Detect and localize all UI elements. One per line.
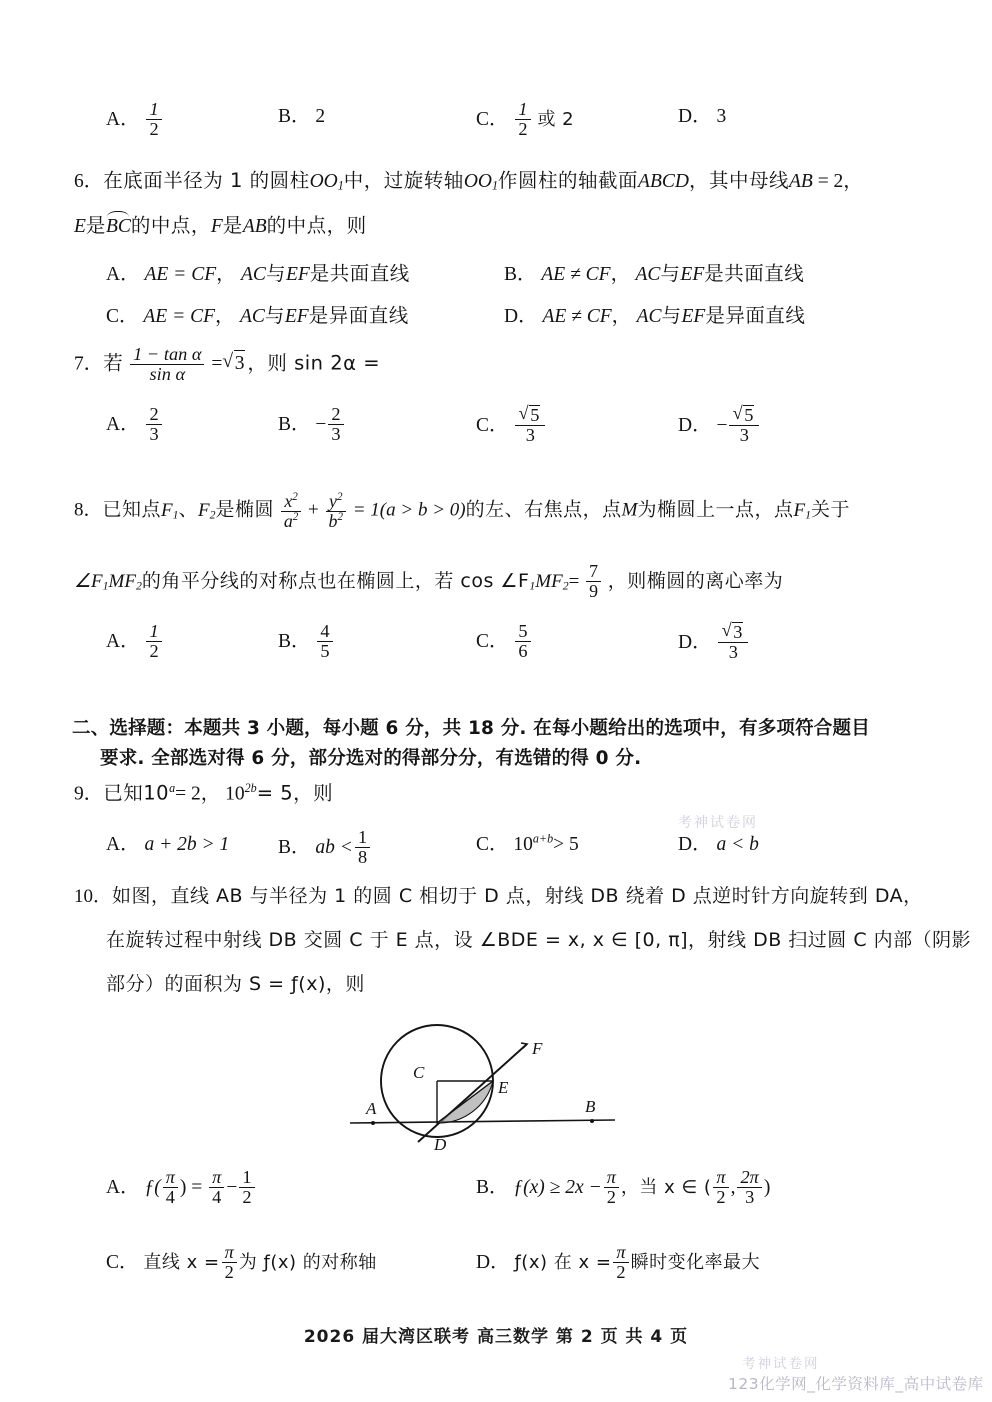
point-A-marker bbox=[371, 1121, 375, 1125]
q6-text-7: 是 bbox=[222, 214, 243, 237]
watermark-logo-bottom bbox=[742, 1352, 820, 1372]
q6-option-d-label: D． bbox=[504, 306, 538, 327]
q10-option-b-f3-denominator: 3 bbox=[737, 1187, 761, 1207]
section-2-heading-line1 bbox=[72, 715, 932, 744]
q6-symbol-AB: AB bbox=[788, 171, 813, 192]
q6-text-8: 的中点，则 bbox=[266, 214, 367, 237]
q8-option-d-denominator: 3 bbox=[718, 642, 748, 662]
q8-cos-denominator: 9 bbox=[586, 581, 601, 601]
q8-text-7: ，则椭圆的离心率为 bbox=[607, 569, 784, 592]
q10-option-b-mid: ，当 x ∈ ( bbox=[620, 1177, 712, 1199]
q6-option-d[interactable] bbox=[504, 300, 805, 328]
q9-option-c[interactable] bbox=[476, 828, 579, 856]
q9-text-1: 已知10 bbox=[103, 781, 170, 805]
q8-cos-numerator: 7 bbox=[589, 561, 598, 581]
q6-option-c-comma: ， bbox=[215, 304, 236, 327]
q10-option-b-f1-denominator: 2 bbox=[604, 1187, 619, 1207]
q10-option-a-arg-fraction bbox=[163, 1168, 178, 1207]
q5-option-c-denominator: 2 bbox=[515, 119, 530, 139]
q9-option-b-numerator: 1 bbox=[357, 827, 368, 847]
q8-option-d-label: D． bbox=[678, 632, 712, 654]
q9-option-b-denominator: 8 bbox=[355, 847, 370, 867]
q6-option-a[interactable] bbox=[106, 258, 410, 286]
q8-option-b[interactable] bbox=[278, 622, 335, 661]
q6-option-d-tail: 是异面直线 bbox=[705, 304, 806, 327]
q10-stem-line3 bbox=[106, 972, 365, 998]
q6-option-b-label: B． bbox=[504, 264, 537, 285]
q5-option-d-value: 3 bbox=[716, 106, 727, 127]
q8-text-1: 已知点 bbox=[102, 498, 162, 521]
figure-label-D: D bbox=[434, 1135, 447, 1154]
q7-fraction bbox=[130, 345, 204, 384]
q6-symbol-OO1-b: $OO_1$ bbox=[463, 171, 499, 193]
q9-option-a-label: A． bbox=[106, 834, 140, 855]
q6-text-3: 作圆柱的轴截面 bbox=[498, 169, 639, 192]
q7-number: 7． bbox=[74, 353, 104, 375]
figure-label-B: B bbox=[585, 1097, 596, 1116]
q7-option-b-denominator: 3 bbox=[328, 424, 343, 444]
q6-option-a-line1: AC bbox=[241, 264, 266, 285]
q8-option-a-label: A． bbox=[106, 631, 140, 653]
q7-option-c-fraction bbox=[515, 405, 545, 445]
q8-cos-fraction bbox=[586, 562, 601, 601]
q10-option-c-fraction bbox=[222, 1243, 237, 1282]
q7-option-c-label: C． bbox=[476, 415, 509, 437]
q10-option-c-lead: 直线 x = bbox=[143, 1252, 220, 1274]
q10-option-b[interactable] bbox=[476, 1168, 770, 1207]
q6-stem-line1 bbox=[74, 168, 863, 195]
q10-option-a-f2-denominator: 2 bbox=[239, 1187, 254, 1207]
q6-symbol-AB-2: AB bbox=[242, 216, 267, 237]
q6-option-b-line1: AC bbox=[635, 264, 661, 285]
q10-option-a-fraction-1 bbox=[209, 1168, 224, 1207]
q7-option-c-sqrt: √ 5 bbox=[519, 405, 542, 425]
q10-option-d-tail: 瞬时变化率最大 bbox=[630, 1252, 761, 1274]
q10-option-a-function: ƒ( bbox=[144, 1177, 161, 1199]
q6-option-a-label: A． bbox=[106, 264, 140, 285]
q10-option-a-fraction-2 bbox=[239, 1168, 254, 1207]
q6-option-c-label: C． bbox=[106, 306, 139, 327]
q10-stem-line1 bbox=[74, 884, 923, 910]
q7-sqrt-3: √ 3 bbox=[223, 350, 247, 377]
q6-symbol-E: E bbox=[74, 216, 86, 237]
q5-option-b[interactable] bbox=[278, 100, 325, 128]
q8-ellipse-rhs: = 1(a > b > 0) bbox=[352, 499, 466, 521]
q10-option-b-lhs: ƒ(x) ≥ 2x − bbox=[513, 1177, 602, 1199]
q9-exp-2b: 2b bbox=[244, 781, 257, 795]
point-B-marker bbox=[590, 1119, 594, 1123]
q8-option-d-numerator bbox=[718, 622, 748, 642]
q6-option-d-line2: EF bbox=[681, 306, 706, 327]
q8-option-c-numerator: 5 bbox=[518, 621, 528, 641]
q10-option-b-fraction-2 bbox=[713, 1168, 728, 1207]
q5-option-a-denominator: 2 bbox=[146, 119, 161, 139]
q10-option-a-label: A． bbox=[106, 1177, 140, 1199]
q6-option-a-line2: EF bbox=[285, 264, 310, 285]
q5-option-b-value: 2 bbox=[315, 106, 326, 127]
q5-option-a-label: A． bbox=[106, 109, 140, 131]
q8-number: 8． bbox=[74, 499, 103, 521]
q8-symbol-M: M bbox=[621, 499, 638, 521]
q7-fraction-numerator: 1 − tan α bbox=[133, 344, 202, 364]
q7-option-c-numerator bbox=[515, 405, 545, 425]
q10-option-a-f2-numerator: 1 bbox=[242, 1167, 252, 1187]
q9-option-b[interactable] bbox=[278, 828, 372, 867]
q8-text-4: 为椭圆上一点，点 bbox=[637, 498, 794, 521]
q10-option-b-fraction-1 bbox=[604, 1168, 619, 1207]
q10-option-c[interactable] bbox=[106, 1243, 377, 1282]
q6-option-d-comma: ， bbox=[611, 304, 632, 327]
q10-option-a-minus: − bbox=[226, 1177, 238, 1199]
q8-option-b-denominator: 5 bbox=[317, 641, 332, 661]
q6-symbol-F: F bbox=[210, 216, 223, 237]
q9-option-b-text: ab < bbox=[315, 837, 353, 859]
q6-arc-BC: BC bbox=[106, 214, 131, 240]
q7-lead: 若 bbox=[103, 351, 124, 375]
section-2-line-1: 二、选择题：本题共 3 小题，每小题 6 分，共 18 分. 在每小题给出的选项中，有多项符合题目 bbox=[72, 718, 870, 739]
q6-option-a-tail: 是共面直线 bbox=[309, 262, 410, 285]
q8-equals: = bbox=[568, 570, 580, 592]
q10-stem-line2 bbox=[106, 928, 971, 954]
q10-figure bbox=[340, 1008, 660, 1158]
q10-option-a-f1-numerator: π bbox=[212, 1167, 222, 1187]
q9-option-d[interactable] bbox=[678, 828, 759, 856]
q5-option-a-fraction bbox=[146, 100, 161, 139]
q8-option-a-fraction bbox=[146, 622, 161, 661]
q6-eq: = 2， bbox=[812, 171, 863, 192]
q9-option-c-exponent: a+b bbox=[532, 831, 554, 846]
q10-option-c-numerator: π bbox=[224, 1242, 234, 1262]
q8-ellipse-term-x bbox=[281, 492, 301, 531]
q6-option-c-tail: 是异面直线 bbox=[308, 304, 409, 327]
q8-symbol-F2: $F_2$ bbox=[198, 499, 216, 522]
q7-option-a-fraction bbox=[146, 405, 161, 444]
q8-angle-F1MF2: $\angle F_1MF_2$ bbox=[74, 570, 142, 593]
q9-text-3: = 5，则 bbox=[256, 781, 334, 805]
q6-option-d-relation: AE ≠ CF bbox=[542, 306, 612, 327]
q8-text-5: 关于 bbox=[810, 498, 850, 521]
q6-option-b-with: 与 bbox=[660, 262, 681, 285]
q8-option-d-fraction bbox=[718, 622, 748, 662]
q5-option-a-numerator: 1 bbox=[149, 99, 159, 119]
q7-option-b[interactable] bbox=[278, 405, 346, 444]
q9-option-c-relation: > 5 bbox=[553, 834, 579, 855]
q8-symbol-F1b: $F_1$ bbox=[793, 499, 811, 522]
q7-option-d-sign: − bbox=[716, 415, 728, 437]
q8-text-3: 的左、右焦点，点 bbox=[465, 498, 622, 521]
q8-stem-line1 bbox=[74, 492, 850, 531]
q10-option-b-f2-denominator: 2 bbox=[713, 1187, 728, 1207]
section-2-heading-line2 bbox=[100, 745, 960, 774]
q7-option-b-fraction bbox=[328, 405, 343, 444]
q8-MF: MF bbox=[535, 570, 563, 592]
q6-option-b-comma: ， bbox=[610, 262, 631, 285]
section-2-line-2: 要求. 全部选对得 6 分，部分选对的得部分分，有选错的得 0 分. bbox=[100, 748, 642, 769]
q5-option-c-fraction bbox=[515, 100, 530, 139]
q10-option-b-fraction-3 bbox=[737, 1168, 761, 1207]
q6-option-b[interactable] bbox=[504, 258, 804, 286]
q8-y-squared: $y^2$ bbox=[329, 491, 343, 511]
q10-option-c-denominator: 2 bbox=[222, 1262, 237, 1282]
q10-option-a-arg-denominator: 4 bbox=[163, 1187, 178, 1207]
q6-text-5: 是 bbox=[85, 214, 106, 237]
q7-option-d-sqrt: √ 5 bbox=[733, 405, 756, 425]
watermark-logo-top-text: 考神试卷网 bbox=[678, 815, 758, 831]
q8-option-b-numerator: 4 bbox=[320, 621, 330, 641]
q10-option-c-tail: 为 ƒ(x) 的对称轴 bbox=[238, 1252, 377, 1274]
q9-option-a-text: a + 2b > 1 bbox=[144, 834, 230, 855]
q7-option-a-label: A． bbox=[106, 414, 140, 436]
q10-option-c-label: C． bbox=[106, 1252, 139, 1274]
q9-option-c-base: 10 bbox=[513, 834, 533, 855]
q6-option-c[interactable] bbox=[106, 300, 409, 328]
q6-text-1: 在底面半径为 1 的圆柱 bbox=[103, 169, 310, 192]
q7-option-d-label: D． bbox=[678, 415, 712, 437]
q10-option-d-denominator: 2 bbox=[613, 1262, 628, 1282]
q8-option-a[interactable] bbox=[106, 622, 164, 661]
q9-option-c-label: C． bbox=[476, 834, 509, 855]
q6-option-a-relation: AE = CF bbox=[144, 264, 217, 285]
watermark-site bbox=[728, 1372, 984, 1394]
q10-option-d-label: D． bbox=[476, 1252, 510, 1274]
q10-option-b-close: ) bbox=[763, 1177, 771, 1199]
q8-text-2: 是椭圆 bbox=[215, 498, 275, 521]
q9-option-b-label: B． bbox=[278, 837, 311, 859]
q6-option-c-relation: AE = CF bbox=[143, 306, 216, 327]
q6-option-c-line2: EF bbox=[284, 306, 309, 327]
q9-stem bbox=[74, 780, 333, 808]
ray-DF bbox=[418, 1044, 527, 1142]
q6-text-6: 的中点， bbox=[130, 214, 211, 237]
q7-option-c[interactable] bbox=[476, 405, 547, 445]
q7-option-d-fraction bbox=[729, 405, 759, 445]
watermark-site-text: 123化学网_化学资料库_高中试卷库 bbox=[728, 1375, 984, 1393]
q8-stem-line2 bbox=[74, 562, 783, 601]
q6-stem-line2 bbox=[74, 213, 367, 240]
q10-option-b-comma: , bbox=[730, 1177, 736, 1199]
q5-option-b-label: B． bbox=[278, 106, 311, 127]
q6-option-d-with: 与 bbox=[661, 304, 682, 327]
q9-number: 9． bbox=[74, 783, 104, 805]
q10-line-1: 如图，直线 AB 与半径为 1 的圆 C 相切于 D 点，射线 DB 绕着 D 点逆时针方向旋转到 DA， bbox=[112, 885, 923, 907]
q7-option-d-denominator: 3 bbox=[729, 425, 759, 445]
q8-option-c-fraction bbox=[515, 622, 530, 661]
q10-option-b-f3-numerator: 2π bbox=[740, 1167, 759, 1187]
q7-option-c-denominator: 3 bbox=[515, 425, 545, 445]
q9-exp-a: a bbox=[169, 781, 176, 795]
q5-option-d-label: D． bbox=[678, 106, 712, 127]
q6-option-d-line1: AC bbox=[636, 306, 662, 327]
q5-option-c-numerator: 1 bbox=[518, 99, 528, 119]
q8-option-c-label: C． bbox=[476, 631, 509, 653]
q5-option-d[interactable] bbox=[678, 100, 726, 128]
q10-option-a-f1-denominator: 4 bbox=[209, 1187, 224, 1207]
q6-option-a-with: 与 bbox=[265, 262, 286, 285]
footer-text: 2026 届大湾区联考 高三数学 第 2 页 共 4 页 bbox=[303, 1327, 689, 1347]
q5-option-a[interactable] bbox=[106, 100, 164, 139]
q8-ellipse-term-y bbox=[326, 492, 346, 531]
q10-option-b-label: B． bbox=[476, 1177, 509, 1199]
q7-option-d-numerator bbox=[729, 405, 759, 425]
q10-option-b-f2-numerator: π bbox=[716, 1167, 726, 1187]
q5-option-c-label: C． bbox=[476, 109, 509, 131]
q10-option-d-numerator: π bbox=[616, 1242, 626, 1262]
q7-option-a-numerator: 2 bbox=[149, 404, 159, 424]
q10-line-3: 部分）的面积为 S = ƒ(x)，则 bbox=[106, 973, 365, 995]
q10-option-a[interactable] bbox=[106, 1168, 257, 1207]
q7-tail: ，则 sin 2α = bbox=[247, 351, 381, 375]
q7-option-a[interactable] bbox=[106, 405, 164, 444]
q8-option-d[interactable] bbox=[678, 622, 750, 662]
figure-label-C: C bbox=[413, 1063, 425, 1082]
q9-option-b-fraction bbox=[355, 828, 370, 867]
q6-option-b-tail: 是共面直线 bbox=[704, 262, 805, 285]
watermark-logo-bottom-text: 考神试卷网 bbox=[742, 1356, 820, 1372]
q10-option-b-f1-numerator: π bbox=[606, 1167, 616, 1187]
page-footer bbox=[0, 1322, 992, 1347]
q8-option-b-fraction bbox=[317, 622, 332, 661]
q6-text-4: ，其中母线 bbox=[688, 169, 789, 192]
q7-option-a-denominator: 3 bbox=[146, 424, 161, 444]
q7-option-b-label: B． bbox=[278, 414, 311, 436]
q10-line-2: 在旋转过程中射线 DB 交圆 C 于 E 点，设 ∠BDE = x, x ∈ [0, π]，射线 DB 扫过圆 C 内部（阴影 bbox=[106, 929, 972, 951]
q10-option-d-lead: ƒ(x) 在 x = bbox=[514, 1252, 612, 1274]
q6-number: 6． bbox=[74, 171, 104, 192]
q9-option-a[interactable] bbox=[106, 828, 229, 856]
q8-option-a-numerator: 1 bbox=[149, 621, 159, 641]
q8-a-squared: $a^2$ bbox=[281, 511, 301, 531]
q9-option-d-text: a < b bbox=[716, 834, 759, 855]
q6-text-2: 中，过旋转轴 bbox=[343, 169, 464, 192]
q10-option-a-arg-numerator: π bbox=[165, 1167, 175, 1187]
q10-number: 10． bbox=[74, 886, 113, 907]
q8-plus: + bbox=[308, 499, 319, 521]
q9-base-2: 10 bbox=[225, 783, 245, 805]
q9-option-d-label: D． bbox=[678, 834, 712, 855]
q8-b-squared: $b^2$ bbox=[326, 511, 346, 531]
q6-option-b-line2: EF bbox=[680, 264, 705, 285]
q10-figure-svg bbox=[340, 1008, 660, 1158]
q7-option-d[interactable] bbox=[678, 405, 761, 445]
q7-fraction-denominator: sin α bbox=[130, 364, 204, 384]
q8-sub-1: 1 bbox=[529, 579, 536, 593]
q8-symbol-F1: $F_1$ bbox=[161, 499, 179, 522]
q10-option-d[interactable] bbox=[476, 1243, 760, 1282]
q6-option-c-line1: AC bbox=[239, 306, 265, 327]
q8-option-a-denominator: 2 bbox=[146, 641, 161, 661]
tangent-line-AB bbox=[350, 1120, 615, 1123]
q8-text-6: 的角平分线的对称点也在椭圆上，若 cos ∠F bbox=[141, 569, 530, 592]
q6-symbol-ABCD: ABCD bbox=[638, 171, 689, 192]
figure-label-A: A bbox=[366, 1099, 377, 1118]
q6-option-c-with: 与 bbox=[264, 304, 285, 327]
q8-x-squared: $x^2$ bbox=[284, 491, 298, 511]
figure-label-F: F bbox=[532, 1039, 543, 1058]
q5-option-c[interactable] bbox=[476, 100, 574, 139]
figure-label-E: E bbox=[498, 1078, 509, 1097]
q10-option-d-fraction bbox=[613, 1243, 628, 1282]
q6-option-a-comma: ， bbox=[216, 262, 237, 285]
q8-option-c[interactable] bbox=[476, 622, 533, 661]
q8-dun: 、 bbox=[178, 498, 199, 521]
q7-stem bbox=[74, 345, 380, 384]
q7-option-b-sign: − bbox=[315, 414, 327, 436]
q6-symbol-OO1-a: $OO_1$ bbox=[309, 171, 344, 193]
q9-text-2: = 2， bbox=[175, 783, 221, 805]
q6-option-b-relation: AE ≠ CF bbox=[541, 264, 611, 285]
q10-option-a-equals: ) = bbox=[179, 1177, 203, 1199]
q8-option-b-label: B． bbox=[278, 631, 311, 653]
q5-option-c-tail: 或 2 bbox=[537, 109, 575, 131]
q7-option-b-numerator: 2 bbox=[331, 404, 341, 424]
q7-equals: = bbox=[211, 353, 223, 375]
q8-option-c-denominator: 6 bbox=[515, 641, 530, 661]
q8-option-d-sqrt: √ 3 bbox=[722, 622, 745, 642]
q8-sub-2: 2 bbox=[562, 579, 569, 593]
